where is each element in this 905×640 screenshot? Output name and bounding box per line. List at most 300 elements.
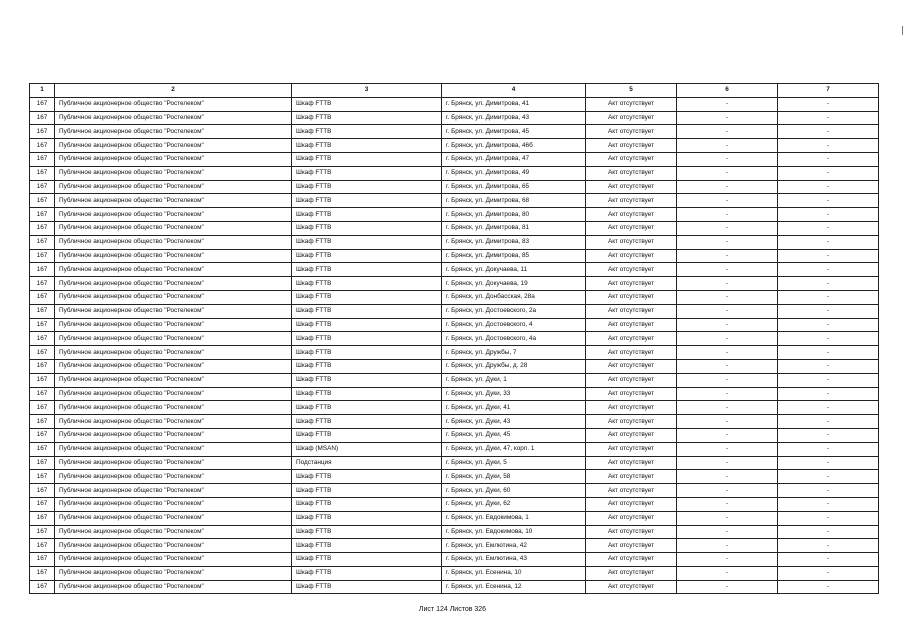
row-number-cell: 167 [30, 539, 55, 553]
row-number-cell: 167 [30, 456, 55, 470]
object-type-cell: Шкаф FTTB [292, 277, 442, 291]
table-body [30, 97, 879, 594]
owner-name-cell: Публичное акционерное общество "Ростелеком" [55, 580, 292, 594]
owner-name-cell: Публичное акционерное общество "Ростелеком" [55, 511, 292, 525]
owner-name-cell: Публичное акционерное общество "Ростелеком" [55, 208, 292, 222]
owner-name-cell: Публичное акционерное общество "Ростелеком" [55, 539, 292, 553]
address-cell: г. Брянск, ул. Дружбы, д. 28 [442, 359, 586, 373]
column-7-value-cell: - [778, 539, 879, 553]
address-cell: г. Брянск, ул. Емлютина, 43 [442, 553, 586, 567]
address-cell: г. Брянск, ул. Докучаева, 11 [442, 263, 586, 277]
act-status-cell: Акт отсутствует [586, 180, 677, 194]
row-number-cell: 167 [30, 166, 55, 180]
owner-name-cell: Публичное акционерное общество "Ростелеком" [55, 111, 292, 125]
act-status-cell: Акт отсутствует [586, 111, 677, 125]
table-row [30, 111, 879, 125]
column-7-value-cell: - [778, 442, 879, 456]
table-row [30, 484, 879, 498]
column-7-value-cell: - [778, 428, 879, 442]
owner-name-cell: Публичное акционерное общество "Ростелеком" [55, 415, 292, 429]
column-7-value-cell: - [778, 249, 879, 263]
act-status-cell: Акт отсутствует [586, 470, 677, 484]
column-7-value-cell: - [778, 401, 879, 415]
object-type-cell: Шкаф FTTB [292, 387, 442, 401]
row-number-cell: 167 [30, 346, 55, 360]
column-header-1: 1 [30, 84, 55, 98]
address-cell: г. Брянск, ул. Достоевского, 2а [442, 304, 586, 318]
table-row [30, 580, 879, 594]
header-row [30, 84, 879, 98]
column-header-2: 2 [55, 84, 292, 98]
object-type-cell: Шкаф FTTB [292, 304, 442, 318]
column-6-value-cell: - [677, 511, 778, 525]
row-number-cell: 167 [30, 221, 55, 235]
column-6-value-cell: - [677, 359, 778, 373]
table-row [30, 194, 879, 208]
table-row [30, 442, 879, 456]
object-type-cell: Шкаф FTTB [292, 497, 442, 511]
act-status-cell: Акт отсутствует [586, 194, 677, 208]
owner-name-cell: Публичное акционерное общество "Ростелеком" [55, 304, 292, 318]
column-header-5: 5 [586, 84, 677, 98]
table-row [30, 290, 879, 304]
column-6-value-cell: - [677, 580, 778, 594]
table-row [30, 152, 879, 166]
table-row [30, 97, 879, 111]
column-6-value-cell: - [677, 235, 778, 249]
object-type-cell: Шкаф FTTB [292, 566, 442, 580]
object-type-cell: Шкаф FTTB [292, 139, 442, 153]
owner-name-cell: Публичное акционерное общество "Ростелеком" [55, 235, 292, 249]
column-7-value-cell: - [778, 263, 879, 277]
column-6-value-cell: - [677, 263, 778, 277]
address-cell: г. Брянск, ул. Димитрова, 46б [442, 139, 586, 153]
table-row [30, 401, 879, 415]
row-number-cell: 167 [30, 208, 55, 222]
owner-name-cell: Публичное акционерное общество "Ростелеком" [55, 139, 292, 153]
owner-name-cell: Публичное акционерное общество "Ростелеком" [55, 525, 292, 539]
column-7-value-cell: - [778, 304, 879, 318]
owner-name-cell: Публичное акционерное общество "Ростелеком" [55, 470, 292, 484]
table-row [30, 208, 879, 222]
owner-name-cell: Публичное акционерное общество "Ростелеком" [55, 553, 292, 567]
object-type-cell: Шкаф FTTB [292, 470, 442, 484]
act-status-cell: Акт отсутствует [586, 428, 677, 442]
object-type-cell: Шкаф FTTB [292, 166, 442, 180]
object-type-cell: Шкаф FTTB [292, 428, 442, 442]
column-header-7: 7 [778, 84, 879, 98]
act-status-cell: Акт отсутствует [586, 346, 677, 360]
address-cell: г. Брянск, ул. Дуки, 58 [442, 470, 586, 484]
table-row [30, 332, 879, 346]
address-cell: г. Брянск, ул. Дуки, 5 [442, 456, 586, 470]
table-row [30, 221, 879, 235]
owner-name-cell: Публичное акционерное общество "Ростелеком" [55, 456, 292, 470]
object-type-cell: Шкаф FTTB [292, 249, 442, 263]
object-type-cell: Шкаф FTTB [292, 263, 442, 277]
act-status-cell: Акт отсутствует [586, 566, 677, 580]
owner-name-cell: Публичное акционерное общество "Ростелеком" [55, 484, 292, 498]
row-number-cell: 167 [30, 332, 55, 346]
object-type-cell: Шкаф FTTB [292, 525, 442, 539]
act-status-cell: Акт отсутствует [586, 373, 677, 387]
table-row [30, 539, 879, 553]
column-6-value-cell: - [677, 111, 778, 125]
column-7-value-cell: - [778, 484, 879, 498]
column-7-value-cell: - [778, 580, 879, 594]
column-6-value-cell: - [677, 152, 778, 166]
object-type-cell: Шкаф FTTB [292, 290, 442, 304]
column-7-value-cell: - [778, 456, 879, 470]
owner-name-cell: Публичное акционерное общество "Ростелеком" [55, 263, 292, 277]
column-6-value-cell: - [677, 442, 778, 456]
row-number-cell: 167 [30, 553, 55, 567]
column-header-6: 6 [677, 84, 778, 98]
row-number-cell: 167 [30, 125, 55, 139]
object-type-cell: Шкаф FTTB [292, 553, 442, 567]
page-footer: Лист 124 Листов 326 [418, 606, 487, 613]
column-6-value-cell: - [677, 470, 778, 484]
act-status-cell: Акт отсутствует [586, 139, 677, 153]
act-status-cell: Акт отсутствует [586, 125, 677, 139]
owner-name-cell: Публичное акционерное общество "Ростелеком" [55, 332, 292, 346]
row-number-cell: 167 [30, 442, 55, 456]
owner-name-cell: Публичное акционерное общество "Ростелеком" [55, 125, 292, 139]
column-6-value-cell: - [677, 208, 778, 222]
act-status-cell: Акт отсутствует [586, 221, 677, 235]
act-status-cell: Акт отсутствует [586, 497, 677, 511]
act-status-cell: Акт отсутствует [586, 249, 677, 263]
act-status-cell: Акт отсутствует [586, 290, 677, 304]
owner-name-cell: Публичное акционерное общество "Ростелеком" [55, 359, 292, 373]
owner-name-cell: Публичное акционерное общество "Ростелеком" [55, 194, 292, 208]
address-cell: г. Брянск, ул. Евдокимова, 1 [442, 511, 586, 525]
object-type-cell: Шкаф FTTB [292, 484, 442, 498]
column-7-value-cell: - [778, 221, 879, 235]
row-number-cell: 167 [30, 180, 55, 194]
row-number-cell: 167 [30, 428, 55, 442]
owner-name-cell: Публичное акционерное общество "Ростелеком" [55, 387, 292, 401]
address-cell: г. Брянск, ул. Дуки, 43 [442, 415, 586, 429]
object-type-cell: Шкаф FTTB [292, 359, 442, 373]
act-status-cell: Акт отсутствует [586, 511, 677, 525]
table-row [30, 125, 879, 139]
column-6-value-cell: - [677, 277, 778, 291]
column-6-value-cell: - [677, 456, 778, 470]
address-cell: г. Брянск, ул. Дуки, 33 [442, 387, 586, 401]
address-cell: г. Брянск, ул. Димитрова, 43 [442, 111, 586, 125]
row-number-cell: 167 [30, 566, 55, 580]
address-cell: г. Брянск, ул. Дуки, 1 [442, 373, 586, 387]
table-row [30, 456, 879, 470]
object-type-cell: Шкаф FTTB [292, 111, 442, 125]
act-status-cell: Акт отсутствует [586, 442, 677, 456]
column-6-value-cell: - [677, 332, 778, 346]
address-cell: г. Брянск, ул. Димитрова, 83 [442, 235, 586, 249]
row-number-cell: 167 [30, 249, 55, 263]
column-6-value-cell: - [677, 415, 778, 429]
owner-name-cell: Публичное акционерное общество "Ростелеком" [55, 497, 292, 511]
table-row [30, 525, 879, 539]
object-type-cell: Шкаф FTTB [292, 415, 442, 429]
table-row [30, 180, 879, 194]
column-7-value-cell: - [778, 470, 879, 484]
column-6-value-cell: - [677, 125, 778, 139]
column-6-value-cell: - [677, 304, 778, 318]
act-status-cell: Акт отсутствует [586, 415, 677, 429]
column-6-value-cell: - [677, 139, 778, 153]
row-number-cell: 167 [30, 277, 55, 291]
owner-name-cell: Публичное акционерное общество "Ростелеком" [55, 97, 292, 111]
table-row [30, 373, 879, 387]
act-status-cell: Акт отсутствует [586, 318, 677, 332]
address-cell: г. Брянск, ул. Дуки, 45 [442, 428, 586, 442]
address-cell: г. Брянск, ул. Есенина, 12 [442, 580, 586, 594]
address-cell: г. Брянск, ул. Донбасская, 28а [442, 290, 586, 304]
column-7-value-cell: - [778, 359, 879, 373]
act-status-cell: Акт отсутствует [586, 387, 677, 401]
column-7-value-cell: - [778, 525, 879, 539]
column-6-value-cell: - [677, 346, 778, 360]
column-6-value-cell: - [677, 180, 778, 194]
address-cell: г. Брянск, ул. Дуки, 47, корп. 1 [442, 442, 586, 456]
object-type-cell: Шкаф FTTB [292, 401, 442, 415]
register-table [29, 83, 879, 594]
object-type-cell: Шкаф FTTB [292, 332, 442, 346]
address-cell: г. Брянск, ул. Дуки, 60 [442, 484, 586, 498]
object-type-cell: Шкаф FTTB [292, 180, 442, 194]
object-type-cell: Шкаф FTTB [292, 97, 442, 111]
table-row [30, 304, 879, 318]
act-status-cell: Акт отсутствует [586, 359, 677, 373]
object-type-cell: Шкаф FTTB [292, 235, 442, 249]
act-status-cell: Акт отсутствует [586, 484, 677, 498]
column-6-value-cell: - [677, 97, 778, 111]
column-6-value-cell: - [677, 401, 778, 415]
object-type-cell: Подстанция [292, 456, 442, 470]
table-row [30, 415, 879, 429]
row-number-cell: 167 [30, 415, 55, 429]
address-cell: г. Брянск, ул. Дуки, 62 [442, 497, 586, 511]
row-number-cell: 167 [30, 359, 55, 373]
row-number-cell: 167 [30, 194, 55, 208]
owner-name-cell: Публичное акционерное общество "Ростелеком" [55, 277, 292, 291]
act-status-cell: Акт отсутствует [586, 539, 677, 553]
table-row [30, 346, 879, 360]
column-7-value-cell: - [778, 346, 879, 360]
address-cell: г. Брянск, ул. Димитрова, 85 [442, 249, 586, 263]
table-row [30, 470, 879, 484]
table-row [30, 566, 879, 580]
object-type-cell: Шкаф FTTB [292, 511, 442, 525]
column-7-value-cell: - [778, 511, 879, 525]
address-cell: г. Брянск, ул. Достоевского, 4 [442, 318, 586, 332]
owner-name-cell: Публичное акционерное общество "Ростелеком" [55, 152, 292, 166]
column-7-value-cell: - [778, 415, 879, 429]
table-row [30, 359, 879, 373]
row-number-cell: 167 [30, 263, 55, 277]
act-status-cell: Акт отсутствует [586, 263, 677, 277]
act-status-cell: Акт отсутствует [586, 166, 677, 180]
column-7-value-cell: - [778, 125, 879, 139]
column-7-value-cell: - [778, 208, 879, 222]
act-status-cell: Акт отсутствует [586, 304, 677, 318]
column-7-value-cell: - [778, 111, 879, 125]
row-number-cell: 167 [30, 290, 55, 304]
row-number-cell: 167 [30, 111, 55, 125]
row-number-cell: 167 [30, 470, 55, 484]
column-6-value-cell: - [677, 428, 778, 442]
act-status-cell: Акт отсутствует [586, 580, 677, 594]
address-cell: г. Брянск, ул. Димитрова, 49 [442, 166, 586, 180]
object-type-cell: Шкаф (MSAN) [292, 442, 442, 456]
object-type-cell: Шкаф FTTB [292, 346, 442, 360]
column-6-value-cell: - [677, 166, 778, 180]
act-status-cell: Акт отсутствует [586, 152, 677, 166]
object-type-cell: Шкаф FTTB [292, 539, 442, 553]
column-7-value-cell: - [778, 553, 879, 567]
address-cell: г. Брянск, ул. Достоевского, 4а [442, 332, 586, 346]
address-cell: г. Брянск, ул. Докучаева, 19 [442, 277, 586, 291]
owner-name-cell: Публичное акционерное общество "Ростелеком" [55, 249, 292, 263]
owner-name-cell: Публичное акционерное общество "Ростелеком" [55, 401, 292, 415]
act-status-cell: Акт отсутствует [586, 208, 677, 222]
column-6-value-cell: - [677, 249, 778, 263]
column-6-value-cell: - [677, 539, 778, 553]
object-type-cell: Шкаф FTTB [292, 580, 442, 594]
act-status-cell: Акт отсутствует [586, 332, 677, 346]
address-cell: г. Брянск, ул. Димитрова, 80 [442, 208, 586, 222]
table-row [30, 553, 879, 567]
column-header-4: 4 [442, 84, 586, 98]
column-6-value-cell: - [677, 221, 778, 235]
address-cell: г. Брянск, ул. Димитрова, 65 [442, 180, 586, 194]
column-7-value-cell: - [778, 235, 879, 249]
row-number-cell: 167 [30, 401, 55, 415]
column-7-value-cell: - [778, 290, 879, 304]
object-type-cell: Шкаф FTTB [292, 152, 442, 166]
column-6-value-cell: - [677, 373, 778, 387]
act-status-cell: Акт отсутствует [586, 235, 677, 249]
table-row [30, 387, 879, 401]
column-header-3: 3 [292, 84, 442, 98]
row-number-cell: 167 [30, 484, 55, 498]
column-6-value-cell: - [677, 387, 778, 401]
act-status-cell: Акт отсутствует [586, 525, 677, 539]
column-7-value-cell: - [778, 194, 879, 208]
object-type-cell: Шкаф FTTB [292, 373, 442, 387]
column-7-value-cell: - [778, 373, 879, 387]
address-cell: г. Брянск, ул. Димитрова, 41 [442, 97, 586, 111]
table-row [30, 277, 879, 291]
column-7-value-cell: - [778, 97, 879, 111]
row-number-cell: 167 [30, 387, 55, 401]
owner-name-cell: Публичное акционерное общество "Ростелеком" [55, 221, 292, 235]
address-cell: г. Брянск, ул. Есенина, 10 [442, 566, 586, 580]
table-row [30, 166, 879, 180]
object-type-cell: Шкаф FTTB [292, 194, 442, 208]
act-status-cell: Акт отсутствует [586, 97, 677, 111]
column-7-value-cell: - [778, 180, 879, 194]
column-6-value-cell: - [677, 290, 778, 304]
owner-name-cell: Публичное акционерное общество "Ростелеком" [55, 566, 292, 580]
table-row [30, 139, 879, 153]
owner-name-cell: Публичное акционерное общество "Ростелеком" [55, 373, 292, 387]
column-6-value-cell: - [677, 525, 778, 539]
address-cell: г. Брянск, ул. Димитрова, 47 [442, 152, 586, 166]
row-number-cell: 167 [30, 497, 55, 511]
address-cell: г. Брянск, ул. Дружбы, 7 [442, 346, 586, 360]
column-7-value-cell: - [778, 139, 879, 153]
act-status-cell: Акт отсутствует [586, 401, 677, 415]
owner-name-cell: Публичное акционерное общество "Ростелеком" [55, 180, 292, 194]
address-cell: г. Брянск, ул. Димитрова, 68 [442, 194, 586, 208]
owner-name-cell: Публичное акционерное общество "Ростелеком" [55, 166, 292, 180]
column-6-value-cell: - [677, 484, 778, 498]
column-6-value-cell: - [677, 194, 778, 208]
row-number-cell: 167 [30, 152, 55, 166]
row-number-cell: 167 [30, 511, 55, 525]
table-row [30, 249, 879, 263]
object-type-cell: Шкаф FTTB [292, 221, 442, 235]
object-type-cell: Шкаф FTTB [292, 318, 442, 332]
column-6-value-cell: - [677, 318, 778, 332]
table-row [30, 263, 879, 277]
column-7-value-cell: - [778, 332, 879, 346]
table-row [30, 235, 879, 249]
address-cell: г. Брянск, ул. Емлютина, 42 [442, 539, 586, 553]
column-6-value-cell: - [677, 566, 778, 580]
row-number-cell: 167 [30, 97, 55, 111]
row-number-cell: 167 [30, 304, 55, 318]
owner-name-cell: Публичное акционерное общество "Ростелеком" [55, 290, 292, 304]
column-7-value-cell: - [778, 152, 879, 166]
owner-name-cell: Публичное акционерное общество "Ростелеком" [55, 318, 292, 332]
act-status-cell: Акт отсутствует [586, 553, 677, 567]
column-7-value-cell: - [778, 318, 879, 332]
page-edge-mark [902, 26, 903, 35]
row-number-cell: 167 [30, 139, 55, 153]
owner-name-cell: Публичное акционерное общество "Ростелеком" [55, 428, 292, 442]
table-row [30, 318, 879, 332]
address-cell: г. Брянск, ул. Евдокимова, 10 [442, 525, 586, 539]
column-7-value-cell: - [778, 387, 879, 401]
column-7-value-cell: - [778, 566, 879, 580]
act-status-cell: Акт отсутствует [586, 456, 677, 470]
address-cell: г. Брянск, ул. Дуки, 41 [442, 401, 586, 415]
act-status-cell: Акт отсутствует [586, 277, 677, 291]
object-type-cell: Шкаф FTTB [292, 125, 442, 139]
column-7-value-cell: - [778, 166, 879, 180]
column-6-value-cell: - [677, 497, 778, 511]
row-number-cell: 167 [30, 235, 55, 249]
owner-name-cell: Публичное акционерное общество "Ростелеком" [55, 346, 292, 360]
column-6-value-cell: - [677, 553, 778, 567]
row-number-cell: 167 [30, 373, 55, 387]
row-number-cell: 167 [30, 525, 55, 539]
column-7-value-cell: - [778, 277, 879, 291]
address-cell: г. Брянск, ул. Димитрова, 45 [442, 125, 586, 139]
table-row [30, 511, 879, 525]
row-number-cell: 167 [30, 580, 55, 594]
row-number-cell: 167 [30, 318, 55, 332]
address-cell: г. Брянск, ул. Димитрова, 81 [442, 221, 586, 235]
owner-name-cell: Публичное акционерное общество "Ростелеком" [55, 442, 292, 456]
column-7-value-cell: - [778, 497, 879, 511]
table-row [30, 428, 879, 442]
table-row [30, 497, 879, 511]
object-type-cell: Шкаф FTTB [292, 208, 442, 222]
